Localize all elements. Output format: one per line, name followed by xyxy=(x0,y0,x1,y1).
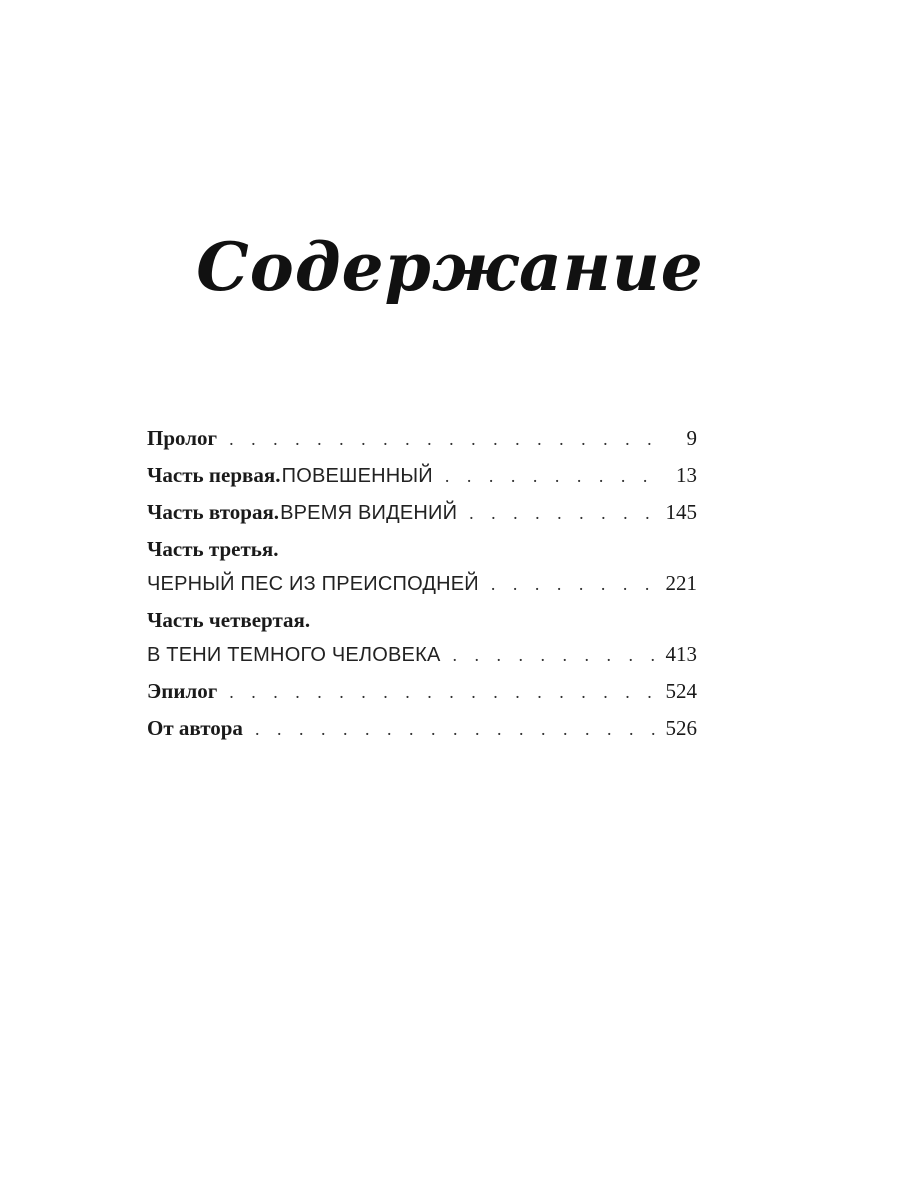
toc-entry-epilogue[interactable] xyxy=(147,677,697,706)
toc-entry-label: Эпилог xyxy=(147,679,218,703)
dot-leader xyxy=(453,641,656,669)
toc-entry-part-4[interactable] xyxy=(147,640,697,669)
dot-leader xyxy=(229,425,655,453)
dot-leader xyxy=(445,462,655,490)
toc-entry-title: ПОВЕШЕННЫЙ xyxy=(281,465,433,487)
dot-leader xyxy=(229,678,655,706)
toc-page-number: 524 xyxy=(665,679,697,703)
page-title: Содержание xyxy=(196,228,704,306)
toc-page-number: 413 xyxy=(665,642,697,666)
toc-entry-part-4-label[interactable] xyxy=(147,606,697,634)
toc-entry-part-2[interactable] xyxy=(147,498,697,527)
toc-entry-title: В ТЕНИ ТЕМНОГО ЧЕЛОВЕКА xyxy=(147,644,441,666)
table-of-contents xyxy=(147,424,697,743)
toc-entry-label: От автора xyxy=(147,716,243,740)
toc-entry-afterword[interactable] xyxy=(147,714,697,743)
toc-page-number: 145 xyxy=(665,500,697,524)
dot-leader xyxy=(255,715,655,743)
toc-page-number: 526 xyxy=(665,716,697,740)
toc-entry-label: Часть четвертая. xyxy=(147,608,311,632)
toc-entry-label: Часть третья. xyxy=(147,537,279,561)
toc-entry-label: Пролог xyxy=(147,426,218,450)
dot-leader xyxy=(469,499,655,527)
toc-entry-title: ВРЕМЯ ВИДЕНИЙ xyxy=(280,502,458,524)
toc-entry-part-1[interactable] xyxy=(147,461,697,490)
toc-page-number: 13 xyxy=(676,463,697,487)
dot-leader xyxy=(491,570,655,598)
toc-entry-title: ЧЕРНЫЙ ПЕС ИЗ ПРЕИСПОДНЕЙ xyxy=(147,573,479,595)
toc-page-number: 221 xyxy=(665,571,697,595)
toc-entry-prologue[interactable] xyxy=(147,424,697,453)
toc-entry-label: Часть первая. xyxy=(147,463,281,487)
toc-page-number: 9 xyxy=(686,426,697,450)
toc-entry-label: Часть вторая. xyxy=(147,500,280,524)
toc-entry-part-3-label[interactable] xyxy=(147,535,697,563)
toc-entry-part-3[interactable] xyxy=(147,569,697,598)
